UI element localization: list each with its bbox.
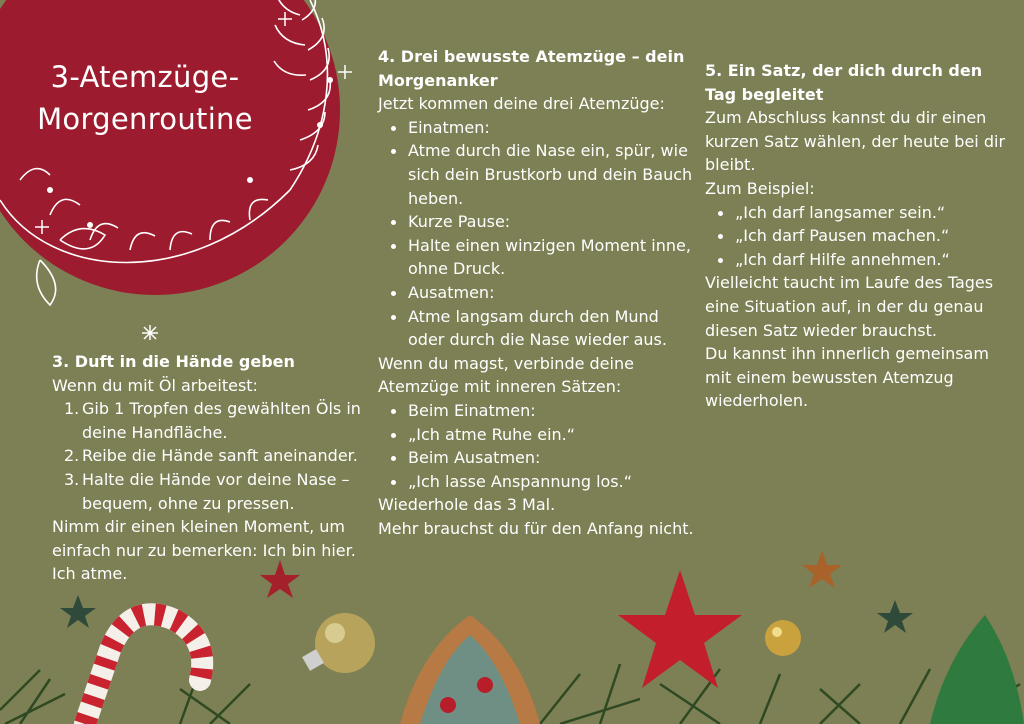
step-number: 1. xyxy=(64,399,80,419)
step-number: 3. xyxy=(64,469,80,489)
step-text: Gib 1 Tropfen des gewählten Öls in deine Handfläche. xyxy=(82,399,361,442)
section-5-para-2: Du kannst ihn innerlich gemeinsam mit einem bewussten Atemzug wiederholen. xyxy=(705,344,989,411)
small-red-star-icon xyxy=(260,560,300,598)
list-item: Einatmen: xyxy=(378,116,698,140)
section-5-heading: 5. Ein Satz, der dich durch den Tag begleitet xyxy=(705,61,983,104)
small-gold-star-icon xyxy=(802,550,842,588)
list-item: Beim Einatmen: xyxy=(378,399,698,423)
section-4-intro: Jetzt kommen deine drei Atemzüge: xyxy=(378,94,665,114)
gingerbread-tree-icon xyxy=(400,615,540,724)
section-3-steps xyxy=(52,397,372,515)
section-5-examples xyxy=(705,201,1010,272)
step-text: Halte die Hände vor deine Nase – bequem, ohne zu pressen. xyxy=(82,469,350,513)
page-title xyxy=(20,56,270,140)
section-5-para-1: Vielleicht taucht im Laufe des Tages eine Situation auf, in der du genau diesen Satz wieder brauchst. xyxy=(705,273,994,340)
section-4-bullets-1 xyxy=(378,116,698,352)
section-5 xyxy=(705,59,1010,413)
title-line-1: 3-Atemzüge- xyxy=(50,60,240,94)
step-number: 2. xyxy=(64,446,80,466)
section-4-middle: Wenn du magst, verbinde deine Atemzüge mit inneren Sätzen: xyxy=(378,353,634,397)
section-4-heading: 4. Drei bewusste Atemzüge – dein Morgenanker xyxy=(378,47,685,90)
section-4-repeat: Wiederhole das 3 Mal. xyxy=(378,495,556,515)
section-5-intro: Zum Abschluss kannst du dir einen kurzen Satz wählen, der heute bei dir bleibt. xyxy=(705,108,1006,175)
list-item: „Ich darf Pausen machen.“ xyxy=(705,224,1010,248)
list-item: Beim Ausatmen: xyxy=(378,446,698,470)
list-item: Atme langsam durch den Mund oder durch die Nase wieder aus. xyxy=(378,305,698,352)
list-item: Ausatmen: xyxy=(378,281,698,305)
red-circle-wreath xyxy=(0,0,360,340)
section-5-example-label: Zum Beispiel: xyxy=(705,178,815,198)
red-star-icon xyxy=(618,570,742,688)
ornament-ball-icon xyxy=(302,613,375,673)
red-circle xyxy=(0,0,340,295)
section-4-closing: Mehr brauchst du für den Anfang nicht. xyxy=(378,518,694,538)
list-item xyxy=(52,444,372,468)
small-green-star-icon xyxy=(60,595,96,628)
list-item: Halte einen winzigen Moment inne, ohne Druck. xyxy=(378,234,698,281)
section-3-closing: Nimm dir einen kleinen Moment, um einfach nur zu bemerken: Ich bin hier. Ich atme. xyxy=(52,517,356,584)
list-item: „Ich lasse Anspannung los.“ xyxy=(378,470,698,494)
list-item: Atme durch die Nase ein, spür, wie sich dein Brustkorb und dein Bauch heben. xyxy=(378,139,698,210)
sequin-tree-icon xyxy=(930,615,1024,724)
section-4-bullets-2 xyxy=(378,399,698,493)
title-line-2: Morgenroutine xyxy=(37,102,253,136)
list-item: „Ich darf langsamer sein.“ xyxy=(705,201,1010,225)
list-item xyxy=(52,397,372,444)
section-4 xyxy=(378,45,698,540)
small-green-star-icon xyxy=(877,600,913,633)
candy-cane-icon xyxy=(85,614,202,724)
christmas-decoration xyxy=(0,540,1024,724)
section-3-intro: Wenn du mit Öl arbeitest: xyxy=(52,375,258,395)
list-item: Kurze Pause: xyxy=(378,210,698,234)
step-text: Reibe die Hände sanft aneinander. xyxy=(82,446,358,466)
bell-icon xyxy=(765,620,801,656)
list-item: „Ich atme Ruhe ein.“ xyxy=(378,423,698,447)
section-3-heading: 3. Duft in die Hände geben xyxy=(52,352,295,371)
list-item: „Ich darf Hilfe annehmen.“ xyxy=(705,248,1010,272)
list-item xyxy=(52,468,372,515)
